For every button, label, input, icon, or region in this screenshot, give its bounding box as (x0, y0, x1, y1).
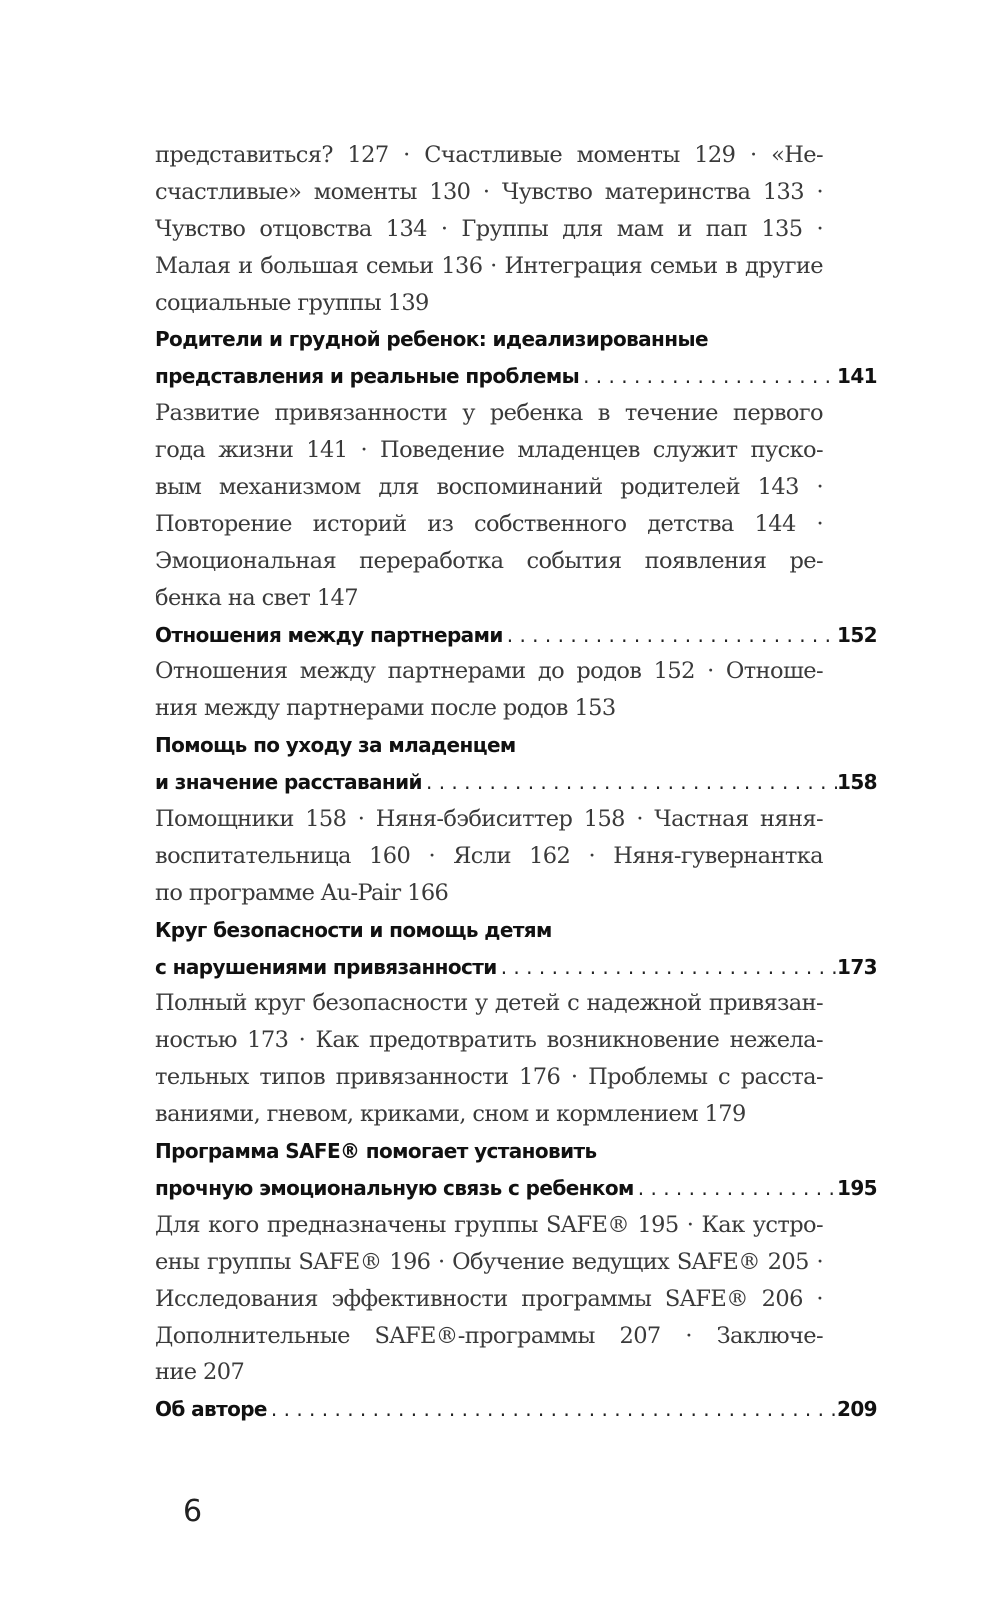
dot-leader (422, 764, 837, 801)
chapter-page-number: 209 (837, 1397, 877, 1422)
toc-subsection-line: Повторение историй из собственного детства 144 · (155, 510, 823, 537)
toc-chapter-entry (155, 358, 877, 395)
toc-chapter-entry (155, 764, 877, 801)
chapter-title: Отношения между партнерами (155, 622, 503, 647)
toc-subsection-line: вым механизмом для воспоминаний родителей 143 · (155, 474, 823, 501)
toc-subsection-line: Отношения между партнерами до родов 152 · Отноше- (155, 658, 823, 685)
toc-subsection-line: социальные группы 139 (155, 289, 429, 316)
table-of-contents (155, 137, 877, 1428)
toc-subsection-line: по программе Au-Pair 166 (155, 879, 449, 906)
chapter-page-number: 195 (837, 1175, 877, 1200)
toc-subsection-line: ния между партнерами после родов 153 (155, 695, 616, 722)
chapter-title: Круг безопасности и помощь детям (155, 917, 552, 942)
dot-leader (579, 358, 837, 395)
chapter-page-number: 141 (837, 364, 877, 389)
chapter-title: Помощь по уходу за младенцем (155, 733, 516, 758)
toc-subsection-line: Эмоциональная переработка события появления ре- (155, 547, 823, 574)
chapter-page-number: 152 (837, 622, 877, 647)
toc-chapter-title-line (155, 321, 877, 358)
dot-leader (634, 1170, 837, 1207)
toc-chapter-title-line (155, 912, 877, 949)
page-number: 6 (183, 1494, 203, 1529)
dot-leader (503, 617, 837, 654)
chapter-title: Программа SAFE® помогает установить (155, 1139, 597, 1164)
dot-leader (497, 949, 837, 986)
toc-subsection-line: представиться? 127 · Счастливые моменты 129 · «Не- (155, 142, 823, 168)
chapter-title: с нарушениями привязанности (155, 954, 497, 979)
toc-subsection-line: Развитие привязанности у ребенка в течение первого (155, 400, 823, 427)
chapter-page-number: 173 (837, 954, 877, 979)
toc-subsection-line: воспитательница 160 · Ясли 162 · Няня-гувернантка (155, 842, 823, 869)
chapter-page-number: 158 (837, 770, 877, 795)
toc-subsection-line: Чувство отцовства 134 · Группы для мам и пап 135 · (155, 215, 823, 242)
toc-subsection-line: Полный круг безопасности у детей с надежной привязан- (155, 990, 823, 1017)
toc-subsection-line: ностью 173 · Как предотвратить возникновение нежела- (155, 1027, 823, 1054)
chapter-title: представления и реальные проблемы (155, 364, 580, 389)
toc-subsection-line: ены группы SAFE® 196 · Обучение ведущих SAFE® 205 · (155, 1248, 823, 1275)
chapter-title: прочную эмоциональную связь с ребенком (155, 1175, 634, 1200)
toc-subsection-line: Дополнительные SAFE®-программы 207 · Заключе- (155, 1322, 823, 1349)
dot-leader (267, 1391, 837, 1428)
toc-subsection-line: Помощники 158 · Няня-бэбиситтер 158 · Частная няня- (155, 806, 823, 833)
toc-subsection-line: ние 207 (155, 1359, 245, 1386)
toc-chapter-entry (155, 1391, 877, 1428)
toc-subsection-line: ваниями, гневом, криками, сном и кормлением 179 (155, 1101, 746, 1128)
toc-chapter-title-line (155, 727, 877, 764)
toc-subsection-line: Для кого предназначены группы SAFE® 195 · Как устро- (155, 1211, 823, 1238)
chapter-title: Об авторе (155, 1397, 267, 1422)
toc-subsection-line: счастливые» моменты 130 · Чувство материнства 133 · (155, 178, 823, 205)
toc-chapter-entry (155, 617, 877, 654)
toc-subsection-line: бенка на свет 147 (155, 584, 358, 611)
toc-subsection-line: года жизни 141 · Поведение младенцев служит пуско- (155, 437, 823, 464)
toc-subsection-line: Малая и большая семьи 136 · Интеграция семьи в другие (155, 252, 823, 279)
toc-chapter-entry (155, 949, 877, 986)
chapter-title: и значение расставаний (155, 770, 422, 795)
toc-chapter-title-line (155, 1133, 877, 1170)
toc-subsection-line: Исследования эффективности программы SAFE® 206 · (155, 1285, 823, 1312)
chapter-title: Родители и грудной ребенок: идеализированные (155, 327, 708, 352)
toc-subsection-line: тельных типов привязанности 176 · Проблемы с расста- (155, 1064, 823, 1091)
toc-chapter-entry (155, 1170, 877, 1207)
